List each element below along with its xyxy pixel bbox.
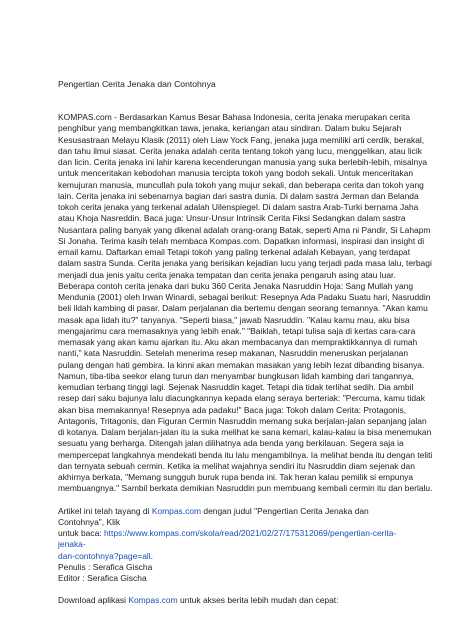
article-line: mempercepat langkahnya mendekati benda itu lalu mengambilnya. Ia melihat benda itu dengan teliti: [58, 449, 433, 460]
credit-text: Artikel ini telah tayang di: [58, 505, 152, 516]
article-line: dalam sastra Sunda. Cerita jenaka yang berisikan kejadian lucu yang terjadi pada masa lalu, terbagi: [58, 258, 432, 269]
article-line: pulang dengan hati gembira. Ia kinni akan memakan masakan yang lebih lezat dibanding bisanya.: [58, 359, 425, 370]
editor-line: Editor : Serafica Gischa: [58, 573, 147, 583]
article-url-link-cont[interactable]: dan-contohnya?page=all: [58, 550, 151, 561]
article-line: tokoh cerita jenaka yang terkenal adalah Uilenspiegel. Di dalam sastra Arab-Turki bernama Jaha: [58, 202, 419, 212]
source-url-line: [58, 528, 416, 551]
download-kompas-link[interactable]: Kompas.com: [128, 595, 178, 606]
document-title: Pengertian Cerita Jenaka dan Contohnya: [58, 79, 216, 89]
article-line: masak apa lidah itu?" tanyanya. "Seperti biasa," jawab Nasruddin. "Kalau kamu mau, aku bisa: [58, 314, 410, 325]
article-line: email kamu. Daftarkan email Tetapi tokoh yang paling terkenal adalah Kebayan, yang terdapat: [58, 247, 411, 257]
article-line: lain. Cerita jenaka ini sebenarnya bagian dari sastra dunia. Di dalam sastra Jerman dan Belanda: [58, 190, 419, 201]
article-line: membuangnya." Sambil berkata demikian Nasruddin pun membuang kembali cermin itu dan berlalu.: [58, 483, 433, 494]
article-line: akhirnya berkata, "Memang sungguh buruk rupa benda ini. Tak heran kalau pemilik si empunya: [58, 472, 414, 482]
article-line: di kotanya. Dalam berjalan-jalan itu ia suka melihat ke sana kemari, kalau-kalau ia bisa menemukan: [58, 427, 432, 437]
article-line: untuk menceritakan kebodohan manusia tercipta tokoh yang bodoh sekali. Untuk menceritakan: [58, 168, 414, 179]
article-line: KOMPAS.com - Berdasarkan Kamus Besar Bahasa Indonesia, cerita jenaka merupakan cerita: [58, 112, 411, 122]
kompas-link[interactable]: Kompas.com: [151, 505, 202, 516]
article-line: dan licin. Cerita jenaka ini lahir karena kecenderungan manusia yang suka berlebih-lebih, misalnya: [58, 157, 428, 167]
article-line: memasak yang akan kamu ajarkan itu. Aku akan membacanya dan mempraktikkannya di rumah: [58, 337, 418, 347]
article-line: resep dari saku bajunya lalu diacungkannya kepada elang seraya berteriak: "Percuma, kamu tidak: [58, 393, 425, 404]
article-url-link[interactable]: https://www.kompas.com/skola/read/2021/02/27/175312069/pengertian-cerita-jenaka-: [58, 528, 397, 550]
article-line: Antagonis, Tritagonis, dan Figuran Cermin Nasruddin memang suka berjalan-jalan sepanjang jalan: [58, 415, 427, 426]
article-line: beli ildah kambing di pasar. Dalam perjalanan dia bertemu dengan seorang temannya. "Akan kamu: [58, 303, 428, 314]
article-line: akan bisa memakannya! Resepnya ada padaku!" Baca juga: Tokoh dalam Cerita: Protagonis,: [58, 404, 407, 415]
article-line: atau Khoja Nasreddin. Baca juga: Unsur-Unsur Intrinsik Cerita Fiksi Sedangkan dalam sastra: [58, 213, 406, 224]
article-line: mengajarimu cara memasaknya yang lebih enak." "Baiklah, tetapi tulisa saja di kertas cara-cara: [58, 325, 416, 336]
download-line: [58, 595, 416, 606]
article-line: dan ternyata sebuah cermin. Ketika ia melihat wajahnya sendiri itu Nasruddin diam sejenak dan: [58, 460, 415, 471]
article-line: dan tahu ilmui siasat. Cerita jenaka adalah cerita tentang tokoh yang lucu, menggelikan, atau licik: [58, 145, 422, 156]
article-body: [58, 112, 433, 607]
article-line: kemudian terbang tinggi lagi. Sejenak Nasruddin kaget. Tetapi dia tidak terlihat sedih. Dia ambil: [58, 382, 414, 392]
author-line: Penulis : Serafica Gischa: [58, 561, 153, 572]
download-text: Download aplikasi: [58, 595, 129, 606]
url-label: untuk baca:: [58, 528, 104, 538]
article-line: Beberapa contoh cerita jenaka dari buku 360 Cerita Jenaka Nasruddin Hoja: Sang Mullah yang: [58, 280, 414, 291]
article-line: Nusantara paling banyak yang dikenal adalah orang-orang Batak, seperti Ama ni Pandir, Si Lahapm: [58, 224, 431, 235]
article-line: nanti," kata Nasruddin. Setelah menerima resep makanan, Nasruddin meneruskan perjalanan: [58, 348, 409, 359]
article-line: Namun, tiba-tiba seekor elang turun dan menyambar bungkusan lidah kambing dari tangannya,: [58, 370, 415, 381]
article-line: Si Jonaha. Terima kasih telah membaca Kompas.com. Dapatkan informasi, inspirasi dan insight di: [58, 235, 425, 246]
article-line: Kesusastraan Melayu Klasik (2011) oleh Liaw Yock Fang, jenaka juga memiliki arti cerdik, berakal,: [58, 134, 425, 145]
article-line: sesuatu yang berharga. Ditengah jalan dilihatnya ada benda yang berkilauan. Segera saja ia: [58, 438, 404, 449]
download-text: untuk akses berita lebih mudah dan cepat:: [177, 595, 339, 606]
article-paragraph: [58, 112, 433, 495]
source-credit-line: [58, 506, 416, 529]
article-line: Mendunia (2001) oleh Irwan Winardi, sebagai berikut: Resepnya Ada Padaku Suatu hari, Nasruddin: [58, 292, 431, 302]
credit-text: dengan judul "Pengertian Cerita Jenaka dan Contohnya", Klik: [58, 505, 369, 527]
article-line: kemujuran manusia, muncullah pula tokoh yang mujur sekali, dan beberapa cerita dan tokoh yang: [58, 179, 424, 190]
article-line: penghibur yang membangkitkan tawa, jenaka, keriangan atau sindiran. Dalam buku Sejarah: [58, 123, 402, 134]
source-url-line-2: [58, 551, 416, 562]
article-line: menjadi dua jenis yaitu cerita jenaka tempatan dan cerita jenaka pengaruh asing atau luar.: [58, 269, 396, 280]
url-end: .: [150, 550, 154, 561]
